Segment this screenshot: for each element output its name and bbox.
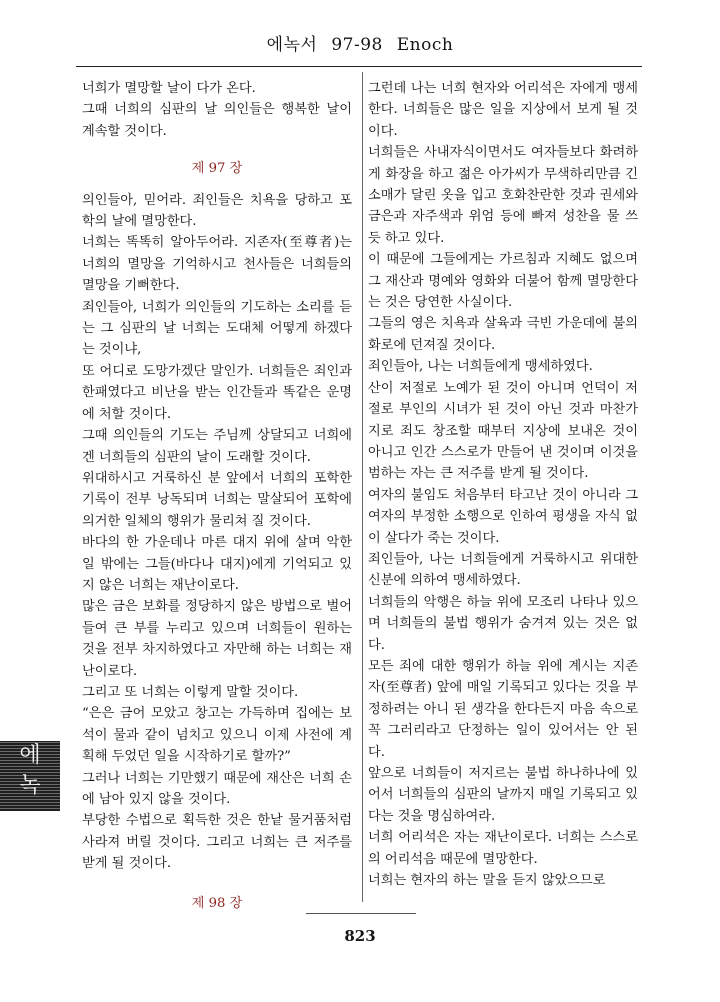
page-number: 823 [344,927,376,945]
header-english-title: Enoch [396,35,454,55]
paragraph: 죄인들아, 나는 너희들에게 맹세하였다. [368,359,593,375]
header-chapter-range: 97-98 [331,35,383,55]
paragraph: 너희들은 사내자식이면서도 여자들보다 화려하게 화장을 하고 젊은 아가씨가 무색하리만큼 긴 소매가 달린 옷을 입고 호화찬란한 것과 권세와 금은과 자주색과 위엄 등에 빠져 성찬을 물 쓰듯 하고 있다. [368,145,638,246]
paragraph: 바다의 한 가운데나 마른 대지 위에 살며 악한 일 밖에는 그들(바다나 대지)에게 기억되고 있지 않은 너희는 재난이로다. [82,535,352,593]
paragraph: 그때 의인들의 기도는 주님께 상달되고 너희에겐 너희들의 심판의 날이 도래할 것이다. [82,428,352,465]
paragraph: 너희는 똑똑히 알아두어라. 지존자(至尊者)는 너희의 멸망을 기억하시고 천사들은 너희들의 멸망을 기뻐한다. [82,235,352,294]
paragraph: 죄인들아, 나는 너희들에게 거룩하시고 위대한 신분에 의하여 맹세하였다. [368,551,638,589]
paragraph: 죄인들아, 너희가 의인들의 기도하는 소리를 듣는 그 심판의 날 너희는 도대체 어떻게 하겠다는 것이냐, [82,299,352,358]
paragraph: 의인들아, 믿어라. 죄인들은 치욕을 당하고 포학의 날에 멸망한다. [82,192,352,230]
chapter-heading-98: 제 98 장 [191,895,243,911]
paragraph: 여자의 불임도 처음부터 타고난 것이 아니라 그 여자의 부정한 소행으로 인하여 평생을 자식 없이 살다가 죽는 것이다. [368,487,638,546]
paragraph: 너희가 멸망할 날이 다가 온다. [82,81,256,96]
thumb-tab-char: 녹 [19,773,41,798]
section-thumb-tab [0,741,60,811]
paragraph: 그러나 너희는 기만했기 때문에 재산은 너희 손에 남아 있지 않을 것이다. [82,770,352,807]
left-column [82,78,352,914]
footer-rule [306,913,416,914]
paragraph: 또 어디로 도망가겠단 말인가. 너희들은 죄인과 한패였다고 비난을 받는 인간들과 똑같은 운명에 처할 것이다. [82,363,352,422]
paragraph: 부당한 수법으로 획득한 것은 한낱 물거품처럼 사라져 버릴 것이다. 그리고 너희는 큰 저주를 받게 될 것이다. [82,813,352,872]
column-divider [362,72,363,902]
header-rule [76,66,642,67]
running-header [0,30,720,55]
paragraph: 그리고 또 너희는 이렇게 말할 것이다. [82,684,299,700]
thumb-tab-char: 에 [19,743,41,768]
chapter-heading-97: 제 97 장 [191,161,243,177]
paragraph: 이 때문에 그들에게는 가르침과 지혜도 없으며 그 재산과 명예와 영화와 더불어 함께 멸망한다는 것은 당연한 사실이다. [368,252,638,311]
header-korean-title: 에녹서 [266,35,318,55]
paragraph: 위대하시고 거룩하신 분 앞에서 너희의 포학한 기록이 전부 낭독되며 너희는 말살되어 포학에 의거한 일체의 행위가 물리쳐 질 것이다. [82,470,352,529]
paragraph: 그때 너희의 심판의 날 의인들은 행복한 날이 계속할 것이다. [82,102,352,139]
right-column [368,78,638,891]
paragraph: “은은 금어 모았고 창고는 가득하며 집에는 보석이 물과 같이 넘치고 있으니 이제 사전에 계획해 두었던 일을 시작하기로 할까?” [82,706,352,765]
paragraph: 산이 저절로 노예가 된 것이 아니며 언덕이 저절로 부인의 시녀가 된 것이 아닌 것과 마찬가지로 죄도 창조할 때부터 지상에 보내온 것이 아니고 인간 스스로가 만들어 낸 것이며 이것을 범하는 자는 큰 저주를 받게 될 것이다. [368,380,638,482]
paragraph: 그들의 영은 치욕과 살육과 극빈 가운데에 불의 화로에 던져질 것이다. [368,316,638,353]
paragraph: 너희는 현자의 하는 말을 듣지 않았으므로 [368,873,606,889]
paragraph: 많은 금은 보화를 정당하지 않은 방법으로 벌어들여 큰 부를 누리고 있으며 너희들이 원하는 것을 전부 차지하였다고 자만해 하는 너희는 재난이로다. [82,599,352,679]
paragraph: 모든 죄에 대한 행위가 하늘 위에 계시는 지존자(至尊者) 앞에 매일 기록되고 있다는 것을 부정하려는 아니 된 생각을 한다든지 마음 속으로 꼭 그러리라고 단정하는 일이 있어서는 안 된다. [368,658,638,760]
paragraph: 너희들의 악행은 하늘 위에 모조리 나타나 있으며 너희들의 불법 행위가 숨겨져 있는 것은 없다. [368,594,638,653]
paragraph: 앞으로 너희들이 저지르는 불법 하나하나에 있어서 너희들의 심판의 날까지 매일 기록되고 있다는 것을 명심하여라. [368,766,638,824]
paragraph: 그런데 나는 너희 현자와 어리석은 자에게 맹세한다. 너희들은 많은 일을 지상에서 보게 될 것이다. [368,81,638,139]
paragraph: 너희 어리석은 자는 재난이로다. 너희는 스스로의 어리석음 때문에 멸망한다. [368,830,638,867]
